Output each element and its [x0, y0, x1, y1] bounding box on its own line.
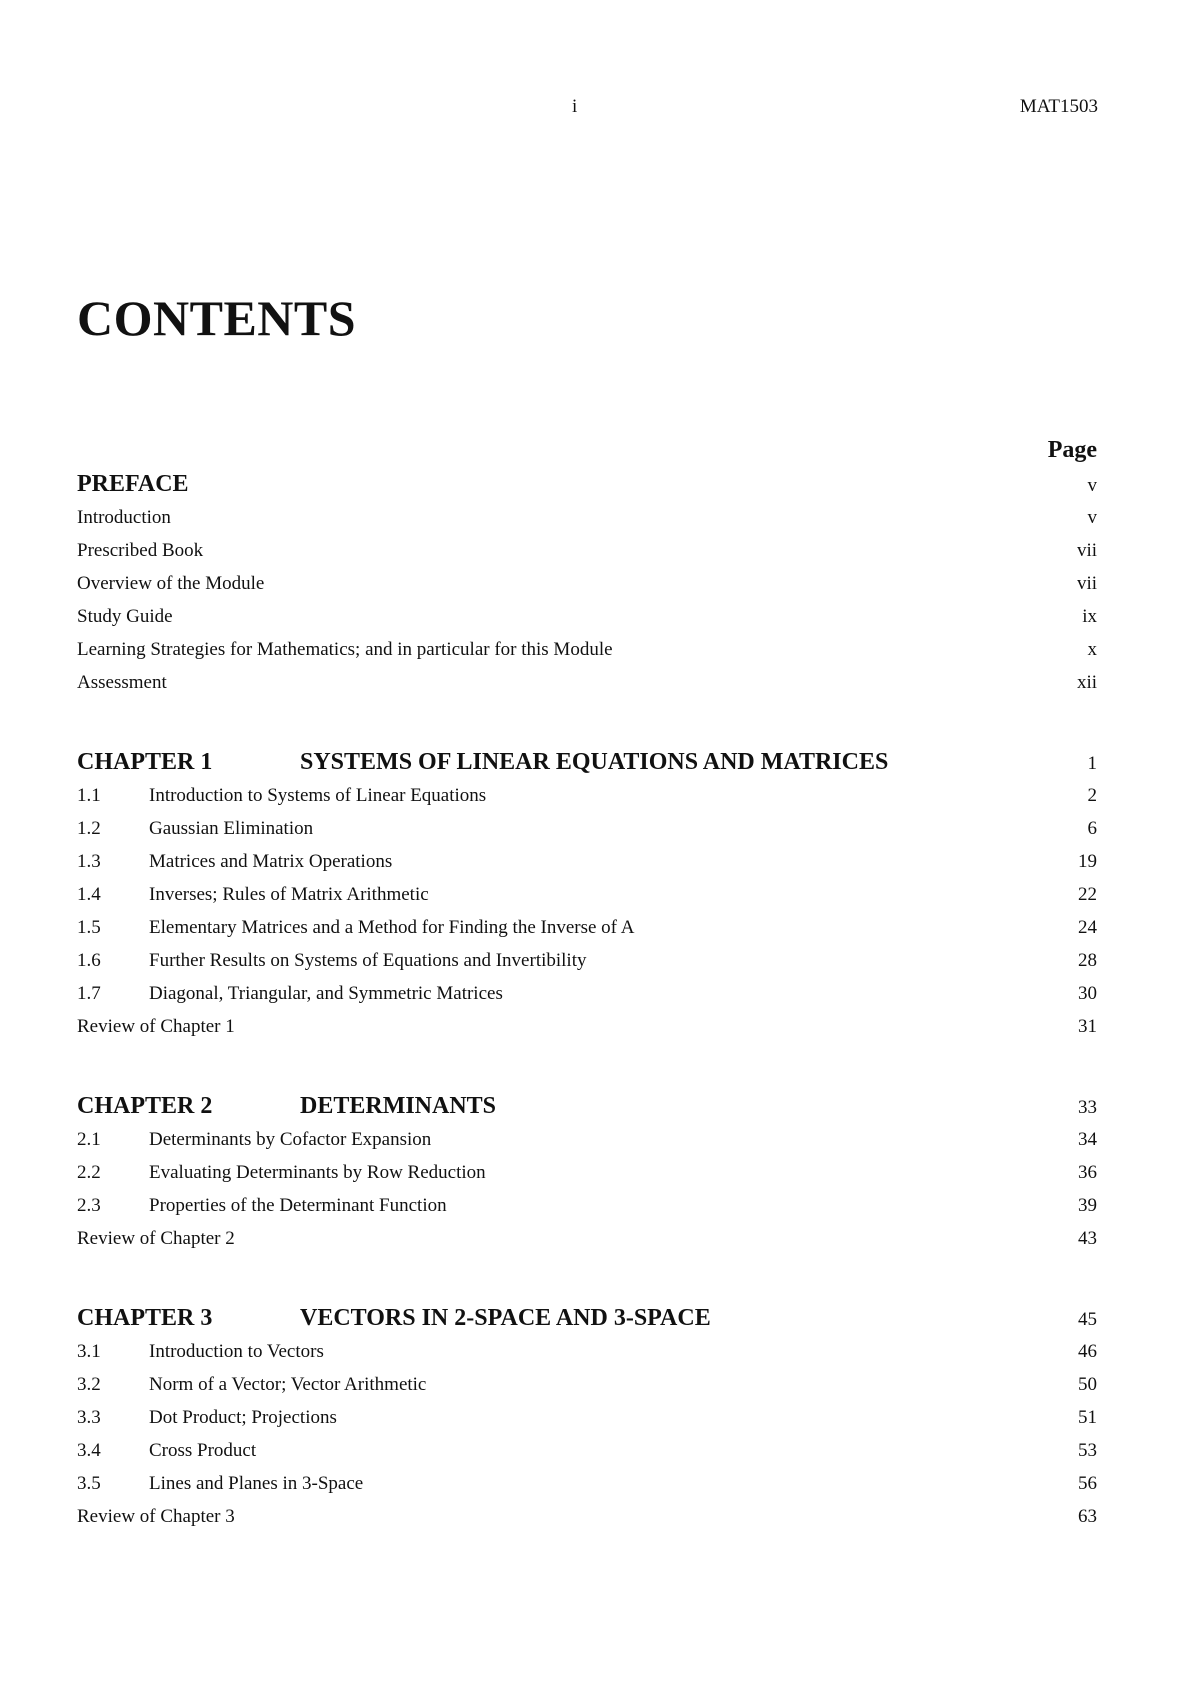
toc-entry-label: Learning Strategies for Mathematics; and in particular for this Module [77, 639, 613, 660]
section-label: Matrices and Matrix Operations [149, 851, 393, 872]
toc-entry[interactable] [77, 1368, 1097, 1401]
page-number: i [572, 96, 578, 117]
section-page: 50 [1078, 1374, 1097, 1395]
section-label: Inverses; Rules of Matrix Arithmetic [149, 884, 429, 905]
table-of-contents [77, 433, 1097, 1579]
chapter-title: VECTORS IN 2-SPACE AND 3-SPACE [300, 1305, 711, 1331]
section-page: 56 [1078, 1473, 1097, 1494]
section-page: 22 [1078, 884, 1097, 905]
toc-entry[interactable] [77, 944, 1097, 977]
section-label: Gaussian Elimination [149, 818, 314, 839]
section-number: 3.4 [77, 1440, 101, 1461]
toc-entry-page: vii [1076, 540, 1097, 561]
section-page: 36 [1078, 1162, 1097, 1183]
section-page: 53 [1078, 1440, 1097, 1461]
section-number: 1.6 [77, 950, 101, 971]
toc-entry[interactable] [77, 1335, 1097, 1368]
section-page: 46 [1078, 1341, 1097, 1362]
section-label: Lines and Planes in 3-Space [149, 1473, 364, 1494]
toc-entry-label: Study Guide [77, 606, 173, 627]
section-label: Dot Product; Projections [149, 1407, 337, 1428]
review-label: Review of Chapter 2 [77, 1228, 235, 1249]
section-label: Introduction to Systems of Linear Equations [149, 785, 487, 806]
section-label: Further Results on Systems of Equations and Invertibility [149, 950, 587, 971]
toc-entry-label: Assessment [77, 672, 167, 693]
toc-entry-page: v [1087, 507, 1097, 528]
toc-entry[interactable] [77, 812, 1097, 845]
page-title: CONTENTS [77, 290, 357, 346]
section-page: 30 [1078, 983, 1097, 1004]
review-label: Review of Chapter 3 [77, 1506, 235, 1527]
section-label: Diagonal, Triangular, and Symmetric Matrices [149, 983, 503, 1004]
toc-entry[interactable] [77, 600, 1097, 633]
preface-title: PREFACE [77, 471, 189, 497]
toc-entry[interactable] [77, 1123, 1097, 1156]
review-entry[interactable] [77, 1500, 1097, 1533]
section-number: 1.4 [77, 884, 101, 905]
section-number: 1.3 [77, 851, 101, 872]
section-number: 1.7 [77, 983, 101, 1004]
toc-entry[interactable] [77, 1434, 1097, 1467]
chapter-3-section [77, 1301, 1097, 1533]
section-number: 2.2 [77, 1162, 101, 1183]
section-number: 1.5 [77, 917, 101, 938]
chapter-page: 1 [1087, 753, 1097, 774]
toc-entry-label: Prescribed Book [77, 540, 204, 561]
chapter-title: SYSTEMS OF LINEAR EQUATIONS AND MATRICES [300, 749, 889, 775]
chapter-number: CHAPTER 3 [77, 1305, 213, 1331]
toc-entry[interactable] [77, 779, 1097, 812]
section-page: 28 [1078, 950, 1097, 971]
section-number: 2.1 [77, 1129, 101, 1150]
review-label: Review of Chapter 1 [77, 1016, 235, 1037]
toc-entry[interactable] [77, 1156, 1097, 1189]
toc-entry[interactable] [77, 666, 1097, 699]
chapter-2-section [77, 1089, 1097, 1255]
section-page: 51 [1078, 1407, 1097, 1428]
chapter-page: 33 [1078, 1097, 1097, 1118]
course-code: MAT1503 [1019, 96, 1098, 117]
chapter-heading[interactable] [77, 1301, 1097, 1335]
review-page: 43 [1078, 1228, 1097, 1249]
toc-entry[interactable] [77, 1467, 1097, 1500]
chapter-title: DETERMINANTS [300, 1093, 497, 1119]
section-label: Determinants by Cofactor Expansion [149, 1129, 432, 1150]
toc-entry-page: vii [1076, 573, 1097, 594]
review-entry[interactable] [77, 1010, 1097, 1043]
toc-entry[interactable] [77, 534, 1097, 567]
section-number: 3.3 [77, 1407, 101, 1428]
section-label: Norm of a Vector; Vector Arithmetic [149, 1374, 427, 1395]
review-entry[interactable] [77, 1222, 1097, 1255]
chapter-number: CHAPTER 1 [77, 749, 213, 775]
section-page: 24 [1078, 917, 1097, 938]
review-page: 31 [1078, 1016, 1097, 1037]
section-label: Evaluating Determinants by Row Reduction [149, 1162, 486, 1183]
section-page: 6 [1087, 818, 1097, 839]
toc-entry[interactable] [77, 878, 1097, 911]
section-number: 1.1 [77, 785, 101, 806]
toc-entry[interactable] [77, 1401, 1097, 1434]
section-number: 3.2 [77, 1374, 101, 1395]
preface-heading[interactable] [77, 467, 1097, 501]
toc-entry[interactable] [77, 1189, 1097, 1222]
section-number: 3.5 [77, 1473, 101, 1494]
section-page: 19 [1078, 851, 1097, 872]
toc-entry[interactable] [77, 977, 1097, 1010]
section-number: 1.2 [77, 818, 101, 839]
page-column-label: Page [1047, 437, 1097, 463]
toc-entry[interactable] [77, 567, 1097, 600]
toc-entry[interactable] [77, 845, 1097, 878]
preface-page: v [1087, 475, 1097, 496]
section-label: Elementary Matrices and a Method for Finding the Inverse of A [149, 917, 635, 938]
toc-entry-page: ix [1082, 606, 1097, 627]
toc-entry-page: xii [1076, 672, 1097, 693]
section-number: 3.1 [77, 1341, 101, 1362]
section-page: 34 [1078, 1129, 1097, 1150]
section-number: 2.3 [77, 1195, 101, 1216]
toc-entry-label: Introduction [77, 507, 171, 528]
page-header [0, 96, 1200, 120]
toc-entry[interactable] [77, 501, 1097, 534]
toc-entry-page: x [1087, 639, 1097, 660]
section-label: Cross Product [149, 1440, 257, 1461]
review-page: 63 [1078, 1506, 1097, 1527]
toc-entry-label: Overview of the Module [77, 573, 265, 594]
chapter-1-section [77, 745, 1097, 1043]
section-label: Properties of the Determinant Function [149, 1195, 447, 1216]
toc-entry[interactable] [77, 633, 1097, 666]
section-page: 2 [1087, 785, 1097, 806]
section-label: Introduction to Vectors [149, 1341, 324, 1362]
preface-section [77, 467, 1097, 699]
chapter-heading[interactable] [77, 745, 1097, 779]
chapter-page: 45 [1078, 1309, 1097, 1330]
chapter-number: CHAPTER 2 [77, 1093, 213, 1119]
toc-entry[interactable] [77, 911, 1097, 944]
section-page: 39 [1078, 1195, 1097, 1216]
chapter-heading[interactable] [77, 1089, 1097, 1123]
